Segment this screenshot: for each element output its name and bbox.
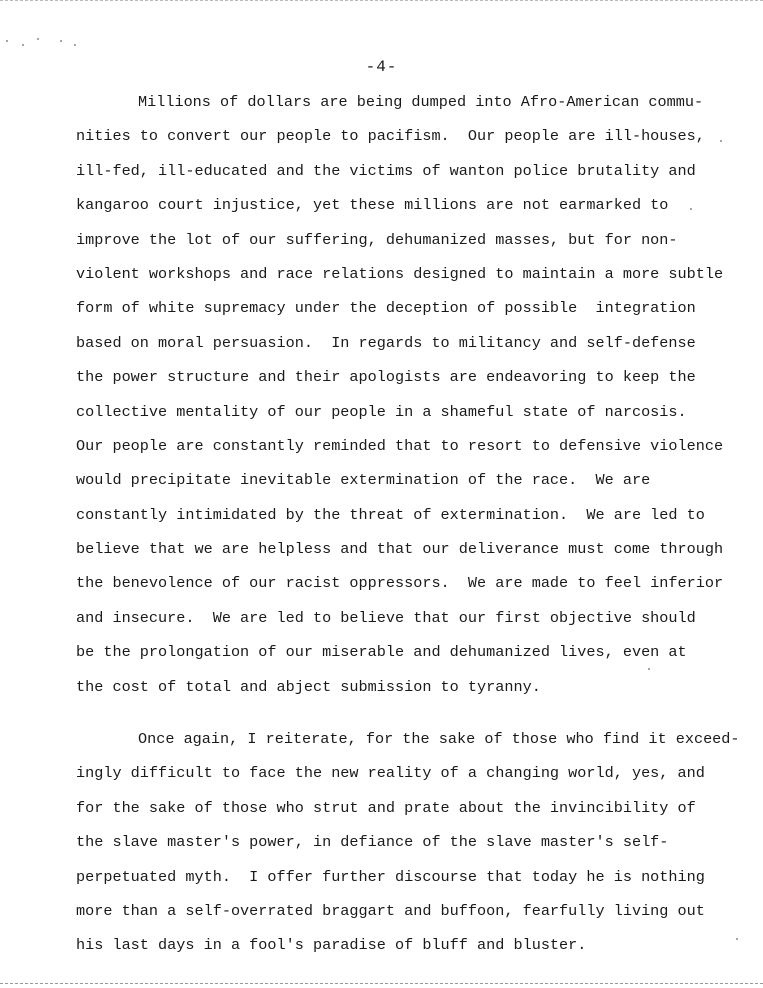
scan-speck [22, 44, 24, 46]
text-line: Once again, I reiterate, for the sake of those who find it exceed- [138, 730, 740, 748]
scan-speck [60, 40, 62, 42]
scan-speck [74, 44, 76, 46]
text-line: ill-fed, ill-educated and the victims of wanton police brutality and [76, 161, 696, 180]
text-line: the benevolence of our racist oppressors. We are made to feel inferior [76, 574, 724, 593]
text-line: form of white supremacy under the deception of possible integration [76, 299, 696, 318]
text-line: the slave master's power, in defiance of the slave master's self- [76, 833, 669, 852]
text-line: his last days in a fool's paradise of bluff and bluster. [76, 936, 587, 955]
text-line: kangaroo court injustice, yet these millions are not earmarked to [76, 196, 669, 215]
text-line: for the sake of those who strut and prate about the invincibility of [76, 798, 696, 817]
text-line: ingly difficult to face the new reality of a changing world, yes, and [76, 764, 705, 783]
text-line: the power structure and their apologists are endeavoring to keep the [76, 368, 696, 387]
text-line: violent workshops and race relations designed to maintain a more subtle [76, 264, 724, 283]
scan-edge-top [0, 0, 763, 1]
text-line: more than a self-overrated braggart and buffoon, fearfully living out [76, 901, 705, 920]
page-number: -4- [365, 58, 398, 76]
text-line: Millions of dollars are being dumped into Afro-American commu- [138, 93, 704, 111]
scan-edge-bottom [0, 983, 763, 984]
paragraph-1 [76, 85, 723, 704]
paragraph-2 [76, 722, 740, 963]
text-line: believe that we are helpless and that our deliverance must come through [76, 540, 724, 559]
text-line: and insecure. We are led to believe that our first objective should [76, 608, 696, 627]
scan-speck [6, 40, 8, 42]
text-line: constantly intimidated by the threat of extermination. We are led to [76, 505, 705, 524]
text-line: the cost of total and abject submission to tyranny. [76, 677, 541, 696]
text-line: would precipitate inevitable extermination of the race. We are [76, 471, 651, 490]
text-line: Our people are constantly reminded that to resort to defensive violence [76, 436, 724, 455]
text-line: improve the lot of our suffering, dehumanized masses, but for non- [76, 230, 678, 249]
text-line: be the prolongation of our miserable and dehumanized lives, even at [76, 643, 687, 662]
text-line: based on moral persuasion. In regards to militancy and self-defense [76, 333, 696, 352]
text-line: perpetuated myth. I offer further discourse that today he is nothing [76, 867, 705, 886]
text-line: collective mentality of our people in a shameful state of narcosis. [76, 402, 687, 421]
scan-speck [37, 38, 39, 40]
text-line: nities to convert our people to pacifism. Our people are ill-houses, [76, 127, 705, 146]
